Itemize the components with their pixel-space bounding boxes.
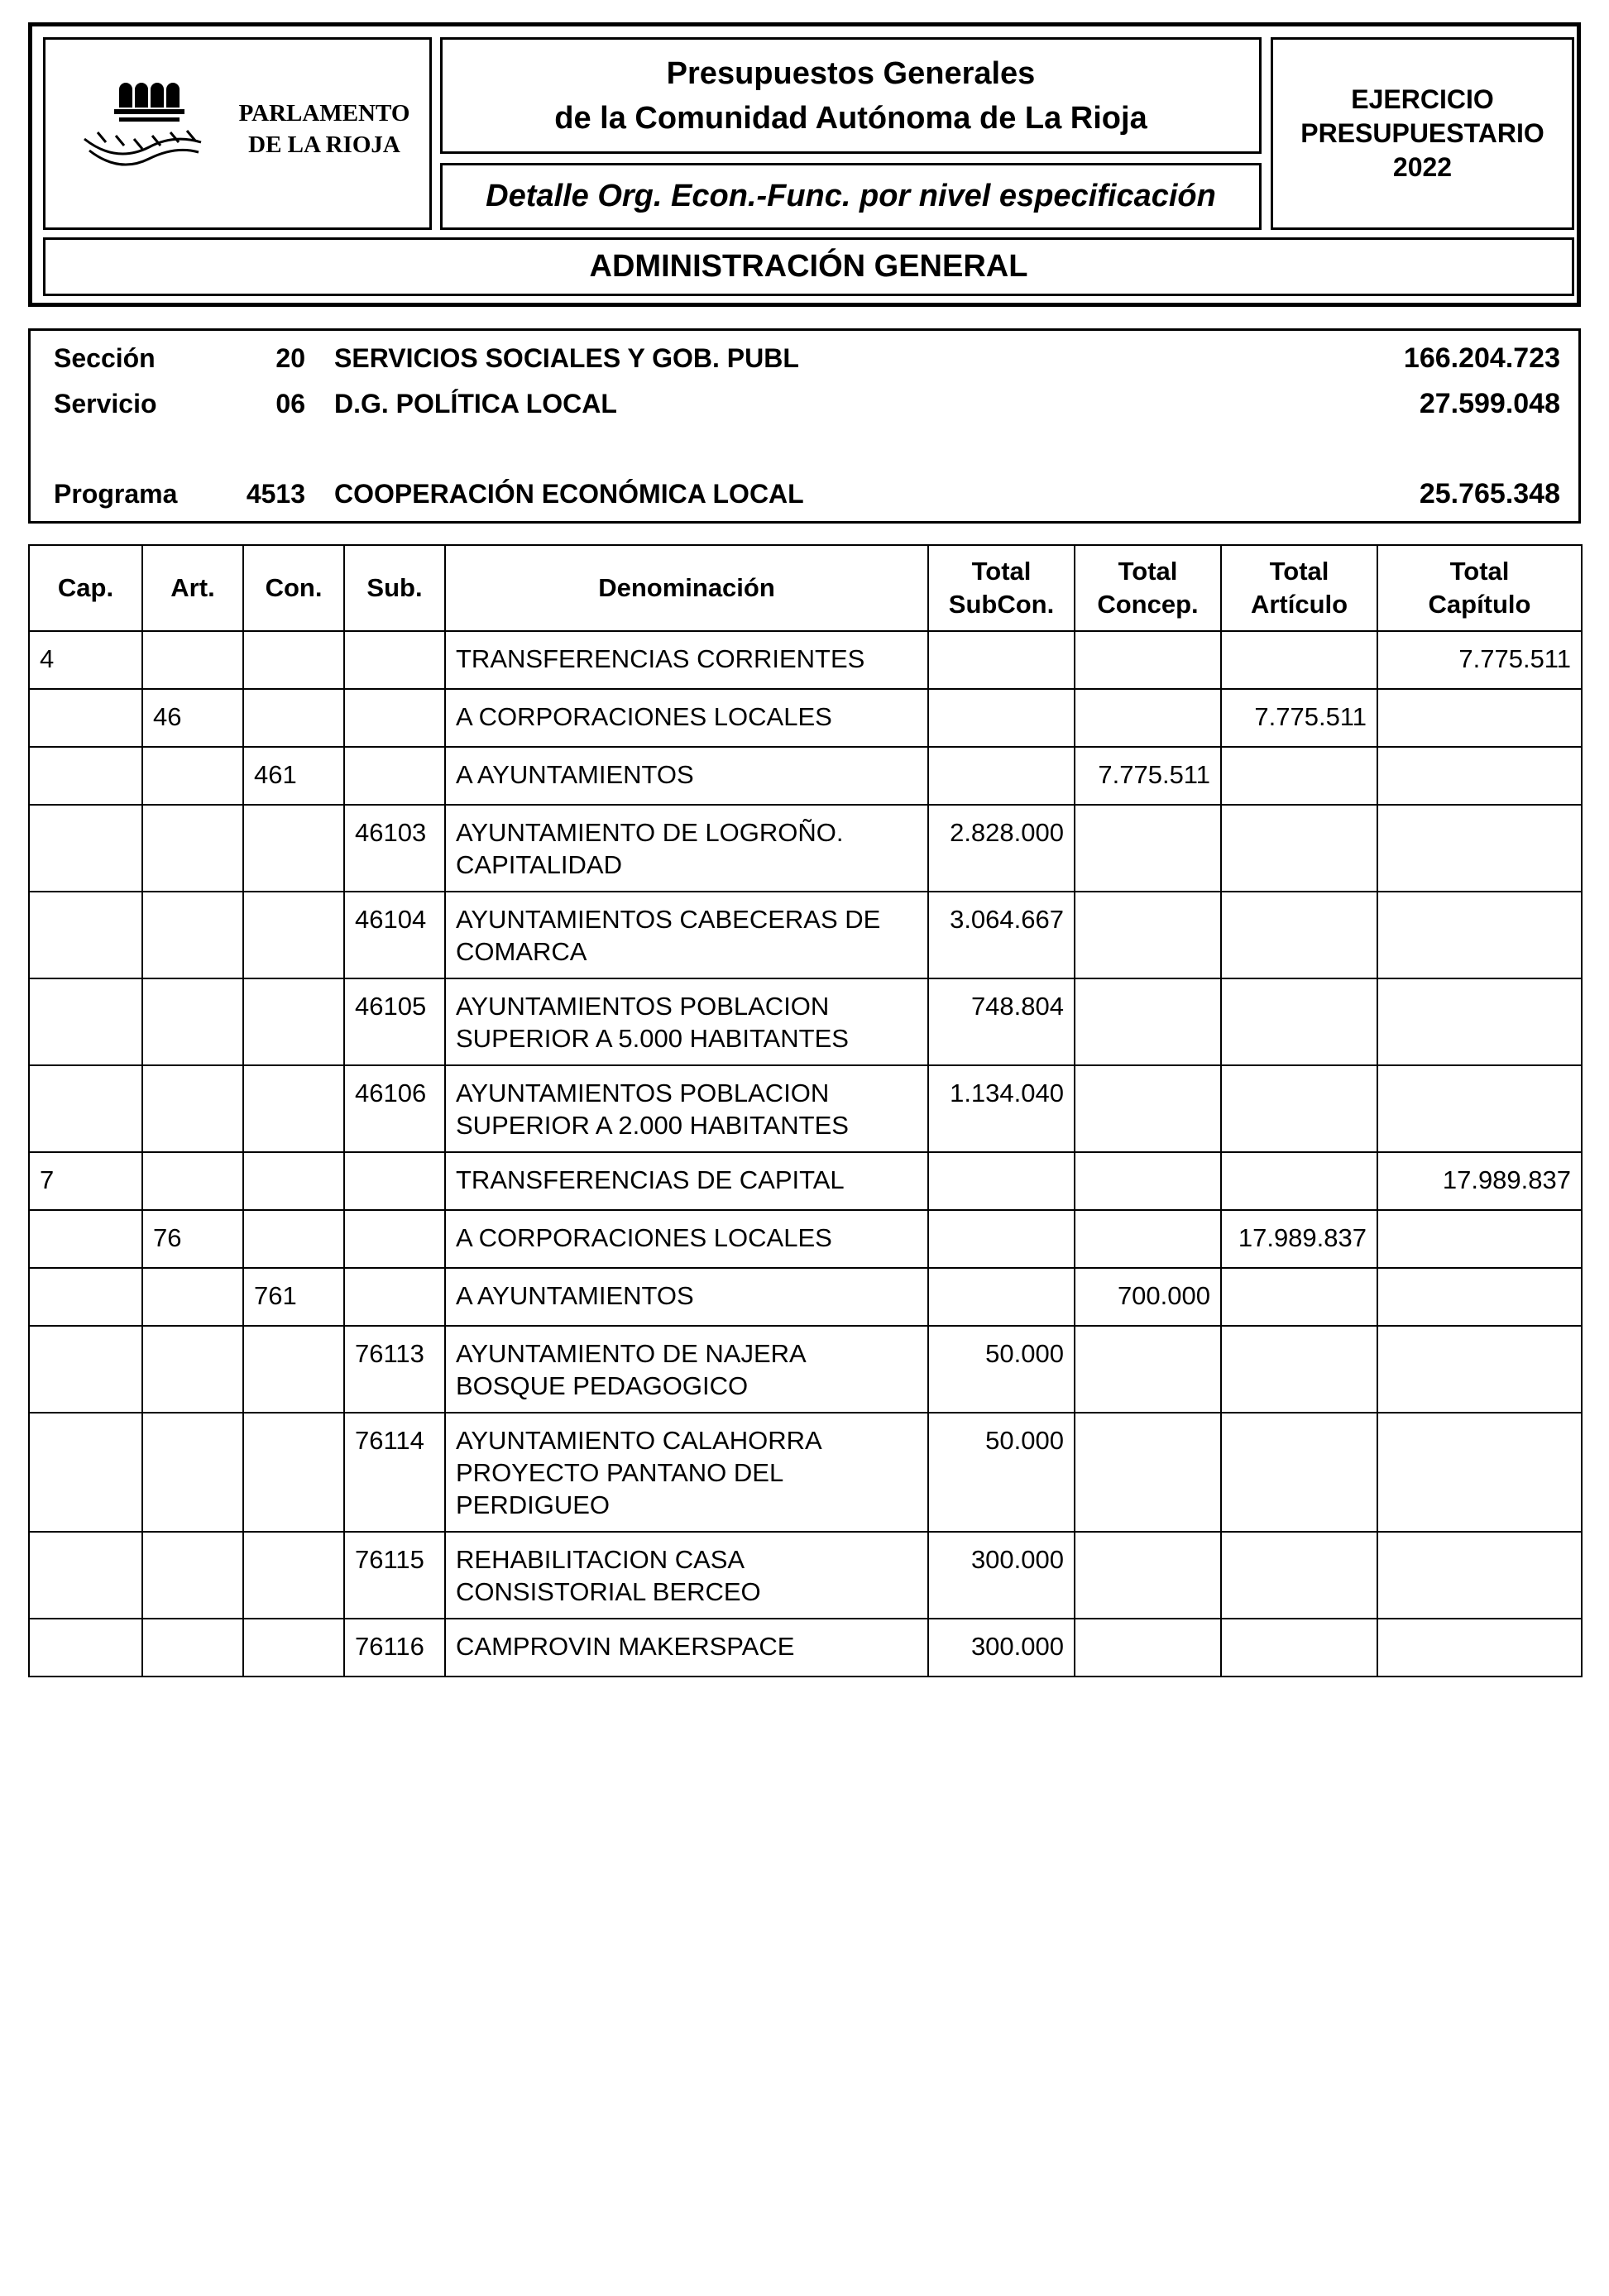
cell-denominacion [445, 1065, 928, 1152]
cell-con [243, 1326, 344, 1413]
cell-con: 461 [243, 747, 344, 805]
denominacion-line1: AYUNTAMIENTO CALAHORRA [456, 1426, 822, 1455]
cell-total-capitulo [1377, 689, 1582, 747]
header-con: Con. [243, 545, 344, 631]
cell-art [142, 1268, 243, 1326]
denominacion-line1: TRANSFERENCIAS DE CAPITAL [456, 1165, 845, 1194]
cell-total-concep [1075, 1532, 1221, 1619]
cell-cap: 7 [29, 1152, 142, 1210]
cell-total-capitulo: 7.775.511 [1377, 631, 1582, 689]
cell-cap [29, 1326, 142, 1413]
denominacion-line1: AYUNTAMIENTOS POBLACION [456, 1079, 830, 1107]
cell-total-subcon [928, 1268, 1075, 1326]
logo-box [43, 37, 432, 230]
cell-denominacion [445, 689, 928, 747]
header-total-concep-line1: Total [1118, 557, 1178, 586]
table-row [29, 689, 1582, 747]
cell-total-capitulo [1377, 1326, 1582, 1413]
cell-con [243, 1413, 344, 1532]
cell-sub: 76115 [344, 1532, 445, 1619]
cell-art: 46 [142, 689, 243, 747]
cell-total-articulo [1221, 1619, 1377, 1677]
denominacion-line2: CONSISTORIAL BERCEO [456, 1577, 761, 1606]
header-total-concep-line2: Concep. [1097, 590, 1199, 619]
cell-total-articulo: 7.775.511 [1221, 689, 1377, 747]
cell-total-concep [1075, 1326, 1221, 1413]
denominacion-line2: CAPITALIDAD [456, 850, 622, 879]
seccion-label: Sección [54, 343, 156, 373]
logo-text [221, 98, 428, 160]
cell-total-articulo [1221, 892, 1377, 978]
cell-cap [29, 1619, 142, 1677]
ejercicio-year: 2022 [1392, 152, 1453, 182]
cell-con [243, 805, 344, 892]
cell-con [243, 1619, 344, 1677]
cell-total-concep [1075, 631, 1221, 689]
cell-total-subcon: 748.804 [928, 978, 1075, 1065]
cell-total-capitulo [1377, 1268, 1582, 1326]
cell-total-concep: 700.000 [1075, 1268, 1221, 1326]
cell-sub [344, 1210, 445, 1268]
cell-cap [29, 892, 142, 978]
cell-total-concep [1075, 1210, 1221, 1268]
denominacion-line2: COMARCA [456, 937, 587, 966]
denominacion-line1: A CORPORACIONES LOCALES [456, 702, 832, 731]
cell-con [243, 631, 344, 689]
table-row [29, 1326, 1582, 1413]
header-cap: Cap. [29, 545, 142, 631]
cell-total-articulo [1221, 1065, 1377, 1152]
header-total-capitulo [1377, 545, 1582, 631]
logo-text-line1: PARLAMENTO [238, 100, 410, 127]
denominacion-line2: SUPERIOR A 2.000 HABITANTES [456, 1111, 849, 1140]
cell-total-subcon [928, 631, 1075, 689]
servicio-code: 06 [275, 389, 305, 419]
cell-con [243, 1532, 344, 1619]
table-body [29, 631, 1582, 1677]
table-row [29, 1152, 1582, 1210]
cell-sub: 76114 [344, 1413, 445, 1532]
cell-con: 761 [243, 1268, 344, 1326]
subtitle: Detalle Org. Econ.-Func. por nivel especificación [486, 179, 1216, 213]
cell-total-articulo [1221, 1532, 1377, 1619]
cell-art [142, 747, 243, 805]
cell-total-subcon: 50.000 [928, 1326, 1075, 1413]
cell-sub [344, 1268, 445, 1326]
cell-total-subcon [928, 689, 1075, 747]
header-total-subcon-line2: SubCon. [948, 590, 1055, 619]
cell-total-capitulo [1377, 1065, 1582, 1152]
denominacion-line1: AYUNTAMIENTO DE LOGROÑO. [456, 818, 844, 847]
cell-cap [29, 1413, 142, 1532]
denominacion-line1: AYUNTAMIENTOS POBLACION [456, 992, 830, 1021]
denominacion-line3: PERDIGUEO [456, 1490, 611, 1519]
cell-total-subcon: 50.000 [928, 1413, 1075, 1532]
cell-art [142, 1152, 243, 1210]
cell-total-concep [1075, 892, 1221, 978]
table-row [29, 1268, 1582, 1326]
denominacion-line1: A AYUNTAMIENTOS [456, 760, 694, 789]
cell-total-capitulo [1377, 1619, 1582, 1677]
cell-con [243, 1152, 344, 1210]
cell-art [142, 631, 243, 689]
header-total-capitulo-line2: Capítulo [1428, 590, 1531, 619]
cell-con [243, 978, 344, 1065]
title-box [440, 37, 1262, 154]
cell-total-articulo [1221, 1152, 1377, 1210]
header-sub: Sub. [344, 545, 445, 631]
table-row [29, 805, 1582, 892]
cell-denominacion [445, 1532, 928, 1619]
cell-sub [344, 631, 445, 689]
cell-con [243, 892, 344, 978]
cell-total-capitulo [1377, 892, 1582, 978]
cell-total-concep [1075, 1619, 1221, 1677]
cell-con [243, 1065, 344, 1152]
cell-total-articulo: 17.989.837 [1221, 1210, 1377, 1268]
programa-amount: 25.765.348 [1419, 478, 1560, 509]
header-total-concep [1075, 545, 1221, 631]
seccion-amount: 166.204.723 [1403, 342, 1560, 374]
header-art: Art. [142, 545, 243, 631]
cell-sub: 76116 [344, 1619, 445, 1677]
cell-total-subcon: 300.000 [928, 1532, 1075, 1619]
cell-total-concep [1075, 805, 1221, 892]
header-total-capitulo-line1: Total [1449, 557, 1510, 586]
cell-total-articulo [1221, 1413, 1377, 1532]
cell-total-capitulo: 17.989.837 [1377, 1152, 1582, 1210]
cell-total-articulo [1221, 1268, 1377, 1326]
denominacion-line1: AYUNTAMIENTO DE NAJERA [456, 1339, 807, 1368]
cell-total-articulo [1221, 805, 1377, 892]
subtitle-box [440, 163, 1262, 230]
title-line2: de la Comunidad Autónoma de La Rioja [554, 100, 1147, 136]
cell-sub: 46105 [344, 978, 445, 1065]
table-row [29, 1413, 1582, 1532]
servicio-amount: 27.599.048 [1419, 388, 1560, 419]
cell-total-concep [1075, 1413, 1221, 1532]
cell-total-concep [1075, 689, 1221, 747]
cell-sub [344, 747, 445, 805]
table-row [29, 978, 1582, 1065]
budget-detail-table [28, 544, 1583, 1677]
table-row [29, 1619, 1582, 1677]
cell-denominacion [445, 747, 928, 805]
cell-sub: 46106 [344, 1065, 445, 1152]
servicio-desc: D.G. POLÍTICA LOCAL [334, 389, 617, 419]
cell-denominacion [445, 631, 928, 689]
cell-denominacion [445, 1210, 928, 1268]
denominacion-line2: SUPERIOR A 5.000 HABITANTES [456, 1024, 849, 1053]
cell-art [142, 1532, 243, 1619]
cell-sub [344, 689, 445, 747]
parliament-emblem-icon [83, 81, 203, 172]
table-row [29, 631, 1582, 689]
header-total-articulo-line2: Artículo [1250, 590, 1348, 619]
denominacion-line2: PROYECTO PANTANO DEL [456, 1458, 784, 1487]
seccion-desc: SERVICIOS SOCIALES Y GOB. PUBL [334, 343, 799, 373]
seccion-code: 20 [275, 343, 305, 373]
cell-cap: 4 [29, 631, 142, 689]
ejercicio-line2: PRESUPUESTARIO [1300, 118, 1544, 148]
cell-art [142, 805, 243, 892]
cell-denominacion [445, 978, 928, 1065]
table-row [29, 1210, 1582, 1268]
denominacion-line1: A CORPORACIONES LOCALES [456, 1223, 832, 1252]
cell-art: 76 [142, 1210, 243, 1268]
cell-total-concep: 7.775.511 [1075, 747, 1221, 805]
cell-con [243, 689, 344, 747]
table-row [29, 1065, 1582, 1152]
header-total-subcon [928, 545, 1075, 631]
cell-sub [344, 1152, 445, 1210]
cell-total-capitulo [1377, 805, 1582, 892]
table-header-row [29, 545, 1582, 631]
cell-total-subcon: 2.828.000 [928, 805, 1075, 892]
section-info [28, 328, 1581, 524]
banner-box [43, 237, 1574, 296]
programa-desc: COOPERACIÓN ECONÓMICA LOCAL [334, 479, 804, 509]
cell-denominacion [445, 1413, 928, 1532]
programa-label: Programa [54, 479, 178, 509]
denominacion-line1: TRANSFERENCIAS CORRIENTES [456, 644, 865, 673]
cell-total-subcon: 1.134.040 [928, 1065, 1075, 1152]
cell-total-articulo [1221, 747, 1377, 805]
cell-total-concep [1075, 1152, 1221, 1210]
ejercicio-line1: EJERCICIO [1351, 84, 1494, 114]
table-row [29, 1532, 1582, 1619]
cell-total-capitulo [1377, 1210, 1582, 1268]
cell-art [142, 1065, 243, 1152]
cell-sub: 76113 [344, 1326, 445, 1413]
cell-total-articulo [1221, 631, 1377, 689]
cell-sub: 46103 [344, 805, 445, 892]
cell-total-subcon [928, 1210, 1075, 1268]
cell-cap [29, 1532, 142, 1619]
cell-total-capitulo [1377, 1532, 1582, 1619]
logo-text-line2: DE LA RIOJA [248, 132, 400, 158]
servicio-row [31, 385, 1578, 422]
cell-denominacion [445, 1152, 928, 1210]
cell-denominacion [445, 805, 928, 892]
ejercicio-box [1271, 37, 1574, 230]
cell-total-concep [1075, 1065, 1221, 1152]
cell-total-articulo [1221, 1326, 1377, 1413]
cell-con [243, 1210, 344, 1268]
header-total-articulo [1221, 545, 1377, 631]
cell-denominacion [445, 1619, 928, 1677]
cell-cap [29, 689, 142, 747]
table-row [29, 892, 1582, 978]
cell-total-subcon: 300.000 [928, 1619, 1075, 1677]
cell-art [142, 1326, 243, 1413]
seccion-row [31, 340, 1578, 376]
programa-row [31, 476, 1578, 512]
denominacion-line1: REHABILITACION CASA [456, 1545, 745, 1574]
table-row [29, 747, 1582, 805]
cell-denominacion [445, 1268, 928, 1326]
cell-denominacion [445, 892, 928, 978]
cell-total-subcon [928, 1152, 1075, 1210]
programa-code: 4513 [246, 479, 305, 509]
cell-art [142, 1619, 243, 1677]
cell-cap [29, 805, 142, 892]
denominacion-line2: BOSQUE PEDAGOGICO [456, 1371, 749, 1400]
denominacion-line1: A AYUNTAMIENTOS [456, 1281, 694, 1310]
cell-cap [29, 978, 142, 1065]
cell-total-concep [1075, 978, 1221, 1065]
denominacion-line1: AYUNTAMIENTOS CABECERAS DE [456, 905, 881, 934]
document-header [28, 22, 1581, 307]
cell-cap [29, 1268, 142, 1326]
cell-denominacion [445, 1326, 928, 1413]
header-total-subcon-line1: Total [971, 557, 1032, 586]
cell-art [142, 1413, 243, 1532]
denominacion-line1: CAMPROVIN MAKERSPACE [456, 1632, 795, 1661]
cell-total-subcon [928, 747, 1075, 805]
cell-total-subcon: 3.064.667 [928, 892, 1075, 978]
header-denominacion: Denominación [445, 545, 928, 631]
title-line1: Presupuestos Generales [666, 55, 1036, 91]
cell-art [142, 892, 243, 978]
cell-sub: 46104 [344, 892, 445, 978]
banner-title: ADMINISTRACIÓN GENERAL [589, 249, 1028, 284]
cell-cap [29, 1210, 142, 1268]
cell-art [142, 978, 243, 1065]
header-total-articulo-line1: Total [1269, 557, 1329, 586]
cell-total-capitulo [1377, 747, 1582, 805]
servicio-label: Servicio [54, 389, 157, 419]
cell-total-capitulo [1377, 1413, 1582, 1532]
cell-cap [29, 747, 142, 805]
cell-cap [29, 1065, 142, 1152]
cell-total-capitulo [1377, 978, 1582, 1065]
cell-total-articulo [1221, 978, 1377, 1065]
